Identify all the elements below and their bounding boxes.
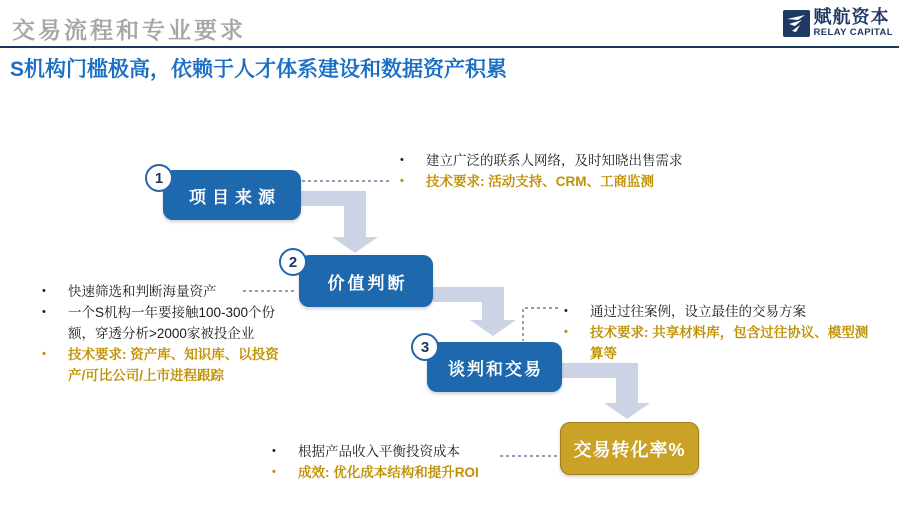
bullet-dot: • [272,445,276,457]
flow-arrow-1 [300,191,378,253]
step-label: 谈判和交易 [448,359,543,379]
note-result [268,441,528,483]
result-label: 交易转化率% [573,439,686,460]
bullet-text: 根据产品收入平衡投资成本 [298,444,460,459]
bullet-text: 技术要求: 资产库、知识库、以投资产/可比公司/上市进程跟踪 [68,347,279,383]
bullet-text: 技术要求: 共享材料库，包含过往协议、模型测算等 [590,325,869,361]
bullet-text: 成效: 优化成本结构和提升ROI [298,465,479,480]
result-box-conversion-rate [560,422,699,475]
step-number-3: 3 [411,333,439,361]
step-number-1: 1 [145,164,173,192]
note-bullet-tech [38,344,284,386]
bullet-dot: • [400,175,404,187]
bullet-dot: • [564,305,568,317]
bullet-text: 一个S机构一年要接触100-300个份额，穿透分析>2000家被投企业 [68,305,276,341]
step-label: 项目来源 [189,187,281,207]
connector-dashed-step3 [523,308,558,341]
step-number-2: 2 [279,248,307,276]
title-divider [0,46,899,48]
bullet-dot: • [42,348,46,360]
bullet-dot: • [400,154,404,166]
note-bullet-outcome [268,462,528,483]
logo-icon [783,10,810,37]
flow-arrow-2 [433,287,516,336]
note-bullet-tech [396,171,706,192]
logo-name-cn: 赋航资本 [813,7,890,27]
step-box-negotiation-deal [427,342,562,392]
note-bullet [268,441,528,462]
note-bullet [38,281,284,302]
note-step3 [560,301,880,364]
company-logo [783,8,893,38]
bullet-dot: • [42,285,46,297]
step-label: 价值判断 [327,273,408,293]
bullet-text: 快速筛选和判断海量资产 [68,284,217,299]
note-bullet [560,301,880,322]
note-step2 [38,281,284,386]
flow-arrow-3 [562,363,650,419]
note-bullet-tech [560,322,880,364]
step-box-value-judgment [299,255,433,307]
note-bullet [38,302,284,344]
logo-name-en: RELAY CAPITAL [813,27,893,38]
bullet-text: 通过过往案例，设立最佳的交易方案 [590,304,806,319]
bullet-dot: • [272,466,276,478]
bullet-text: 技术要求: 活动支持、CRM、工商监测 [426,174,654,189]
bullet-text: 建立广泛的联系人网络，及时知晓出售需求 [426,153,683,168]
step-box-project-sourcing [163,170,301,220]
slide-subtitle: S机构门槛极高，依赖于人才体系建设和数据资产积累 [10,58,508,81]
note-bullet [396,150,706,171]
page-title: 交易流程和专业要求 [12,17,246,43]
bullet-dot: • [564,326,568,338]
note-step1 [396,150,706,192]
bullet-dot: • [42,306,46,318]
